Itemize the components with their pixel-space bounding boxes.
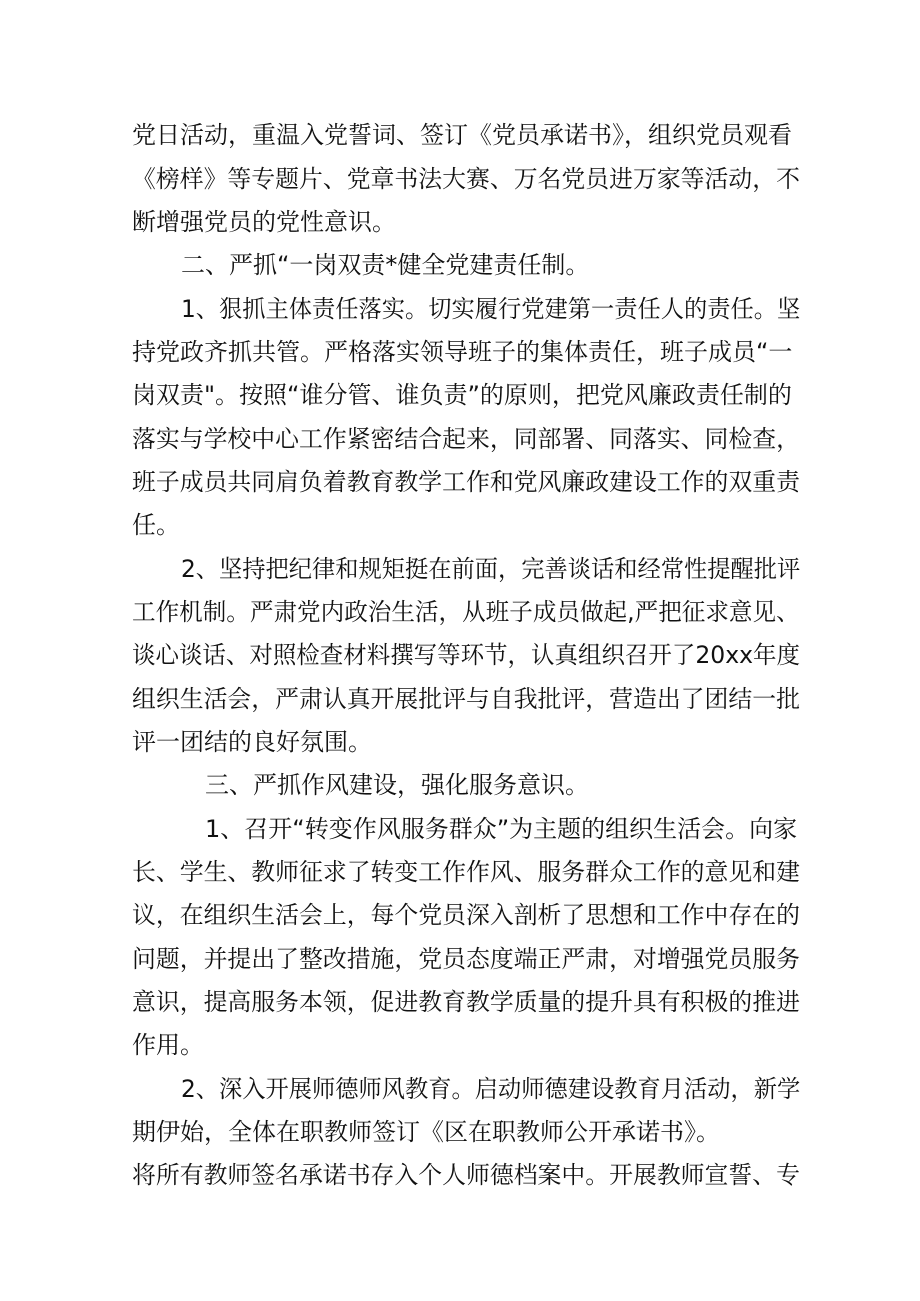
text-line: 评一团结的良好氛围。 (132, 728, 372, 756)
text-line: 组织生活会，严肃认真开展批评与自我批评，营造出了团结一批 (132, 685, 800, 713)
text-line: 岗双责"。按照“谁分管、谁负责”的原则，把党风廉政责任制的 (132, 381, 792, 409)
text-line: 断增强党员的党性意识。 (132, 208, 396, 236)
text-line: 落实与学校中心工作紧密结合起来，同部署、同落实、同检查， (132, 425, 800, 453)
text-line: 问题，并提出了整改措施，党员态度端正严肃，对增强党员服务 (132, 945, 800, 973)
text-line: 期伊始，全体在职教师签订《区在职教师公开承诺书》。 (132, 1118, 720, 1146)
text-line: 作用。 (132, 1031, 204, 1059)
text-line: 1、狠抓主体责任落实。切实履行党建第一责任人的责任。坚 (181, 295, 801, 323)
text-line: 持党政齐抓共管。严格落实领导班子的集体责任，班子成员“一 (132, 338, 793, 366)
text-line: 议，在组织生活会上，每个党员深入剖析了思想和工作中存在的 (132, 901, 800, 929)
text-line: 1、召开“转变作风服务群众”为主题的组织生活会。向家 (205, 815, 798, 843)
text-line: 2、坚持把纪律和规矩挺在前面，完善谈话和经常性提醒批评 (181, 555, 801, 583)
text-line: 2、深入开展师德师风教育。启动师德建设教育月活动，新学 (181, 1075, 801, 1103)
text-line: 谈心谈话、对照检查材料撰写等环节，认真组织召开了20xx年度 (132, 641, 800, 669)
text-line: 工作机制。严肃党内政治生活，从班子成员做起,严把征求意见、 (132, 598, 800, 626)
text-line: 二、严抓“一岗双责*健全党建责任制。 (181, 251, 590, 279)
text-line: 意识，提高服务本领，促进教育教学质量的提升具有积极的推进 (132, 988, 800, 1016)
text-line: 任。 (132, 511, 180, 539)
text-line: 将所有教师签名承诺书存入个人师德档案中。开展教师宣誓、专 (132, 1161, 800, 1189)
text-line: 《榜样》等专题片、党章书法大赛、万名党员进万家等活动，不 (132, 165, 800, 193)
text-line: 班子成员共同肩负着教育教学工作和党风廉政建设工作的双重责 (132, 468, 800, 496)
text-line: 长、学生、教师征求了转变工作作风、服务群众工作的意见和建 (132, 858, 800, 886)
text-line: 三、严抓作风建设，强化服务意识。 (205, 771, 589, 799)
text-line: 党日活动，重温入党誓词、签订《党员承诺书》，组织党员观看 (132, 121, 792, 149)
